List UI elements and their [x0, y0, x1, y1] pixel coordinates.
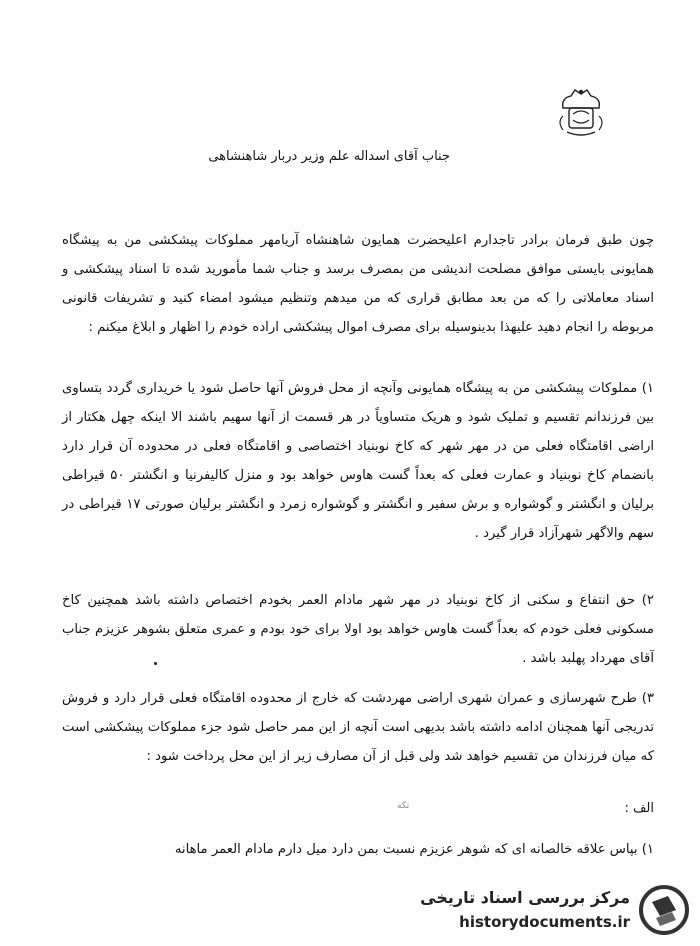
item-2-text: ۲) حق انتفاع و سکنی از کاخ نوبنیاد در مهر شهر مادام العمر بخودم اختصاص داشته باشد همچنین کاخ مسکونی فعلی خودم که بعداً گست هاوس خواهد بود اولا برای خود بودم و عمری متعلق بشوهر عزیزم جناب آقای مهرداد پهلبد باشد . — [62, 593, 654, 666]
addressee-line: جناب آقای اسداله علم وزیر دربار شاهنشاهی — [208, 149, 450, 164]
margin-mark: تكه — [397, 801, 410, 811]
item-3-paragraph — [62, 684, 654, 771]
watermark-title: مرکز بررسی اسناد تاریخی — [420, 888, 630, 907]
intro-text: چون طبق فرمان برادر تاجدارم اعلیحضرت همایون شاهنشاه آریامهر مملوکات پیشکشی من به پیشگاه همایونی بایستی موافق مصلحت اندیشی من بمصرف برسد و جناب شما مأمورید شده تا اسناد پیشکشی و اسناد معاملاتی را که من بعد مطابق قراری که من میدهم وتنظیم میشود امضاء کنید و تشریفات قانونی مربوطه را انجام دهید علیهذا بدینوسیله برای مصرف اموال پیشکشی اراده خودم را اظهار و ابلاغ میکنم : — [62, 233, 654, 335]
watermark-url: historydocuments.ir — [459, 913, 630, 931]
royal-crown-emblem-icon — [553, 86, 609, 138]
ink-dot — [154, 662, 157, 665]
intro-paragraph — [62, 226, 654, 342]
item-2-paragraph — [62, 586, 654, 673]
archive-watermark — [410, 880, 694, 940]
alef-label: الف : — [624, 801, 654, 816]
item-1-paragraph — [62, 374, 654, 548]
sub-item-1-text: ۱) بپاس علاقه خالصانه ای که شوهر عزیزم نسبت بمن دارد میل دارم مادام العمر ماهانه — [174, 842, 654, 857]
item-3-text: ۳) طرح شهرسازی و عمران شهری اراضی مهردشت که خارج از محدوده اقامتگاه فعلی قرار دارد و فروش تدریجی آنها همچنان ادامه داشته باشد بدیهی است آنچه از این ممر حاصل شود جزء مملوکات پیشکشی است که میان فرزندان من تقسیم خواهد شد ولی قبل از آن مصارف زیر از این محل پرداخت شود : — [62, 691, 654, 764]
archive-logo-icon — [638, 884, 690, 936]
item-1-text: ۱) مملوکات پیشکشی من به پیشگاه همایونی وآنچه از محل فروش آنها حاصل شود یا خریداری گردد بتساوی بین فرزندانم تقسیم و تملیک شود و هریک متساویاً در هر قسمت از آنها سهیم باشند الا اینکه چهل هکتار از اراضی اقامتگاه فعلی من در مهر شهر که کاخ نوبنیاد اختصاصی و اقامتگاه فعلی در محدوده آن قرار دارد بانضمام کاخ نوبنیاد و عمارت فعلی که بعداً گست هاوس خواهد بود و منزل کالیفرنیا و انگشتر ۵۰ قیراطی برلیان و انگشتر و گوشواره و برش سفیر و انگشتر و گوشواره زمرد و انگشتر برلیان صورتی ۱۷ قیراطی در سهم والاگهر شهرآزاد قرار گیرد . — [62, 381, 654, 541]
